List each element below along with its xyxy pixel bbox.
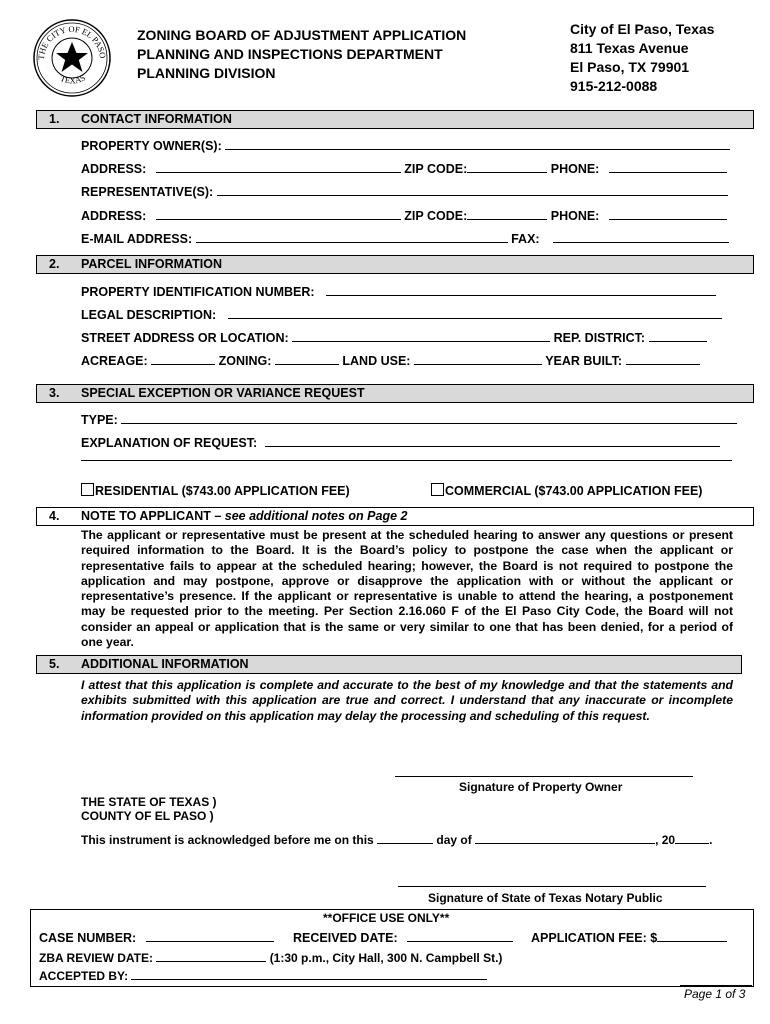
commercial-checkbox[interactable] — [431, 483, 444, 496]
acknowledgement-row — [81, 832, 712, 847]
explanation-row — [81, 435, 720, 450]
rep-district-field[interactable] — [649, 330, 707, 342]
owner-field[interactable] — [225, 138, 730, 150]
received-row — [293, 930, 513, 945]
year-built-label: YEAR BUILT: — [545, 354, 623, 368]
address-line: 915-212-0088 — [570, 78, 658, 94]
zba-row — [39, 950, 502, 965]
rep-address-field[interactable] — [156, 208, 401, 220]
ack-day-field[interactable] — [377, 832, 433, 844]
county-label: COUNTY OF EL PASO ) — [81, 809, 214, 823]
section-header-additional — [36, 655, 742, 674]
zip-label: ZIP CODE: — [404, 209, 468, 223]
address-line: El Paso, TX 79901 — [570, 59, 690, 75]
section-title: SPECIAL EXCEPTION OR VARIANCE REQUEST — [81, 386, 365, 400]
zoning-label: ZONING: — [218, 354, 272, 368]
legal-field[interactable] — [228, 307, 722, 319]
acreage-row — [81, 353, 700, 368]
ack-end: . — [709, 833, 713, 847]
owner-address-row — [81, 161, 727, 176]
address-line: City of El Paso, Texas — [570, 21, 715, 37]
city-address — [570, 20, 714, 96]
title-line: PLANNING DIVISION — [137, 65, 276, 81]
ack-month-field[interactable] — [475, 832, 655, 844]
section-title: CONTACT INFORMATION — [81, 112, 232, 126]
type-row — [81, 412, 737, 427]
zip-label: ZIP CODE: — [404, 162, 468, 176]
office-use-box — [30, 909, 754, 987]
section-header-note — [36, 507, 754, 526]
pin-row — [81, 284, 716, 299]
office-use-title: **OFFICE USE ONLY** — [323, 911, 450, 925]
application-fee-field[interactable] — [657, 930, 727, 942]
legal-label: LEGAL DESCRIPTION: — [81, 308, 217, 322]
owner-address-field[interactable] — [156, 161, 401, 173]
legal-row — [81, 307, 722, 322]
year-built-field[interactable] — [626, 353, 700, 365]
section-number: 2. — [49, 257, 60, 271]
section-header-contact — [36, 110, 754, 129]
fax-label: FAX: — [511, 232, 540, 246]
section-header-parcel — [36, 255, 754, 274]
email-row — [81, 231, 729, 246]
title-line: PLANNING AND INSPECTIONS DEPARTMENT — [137, 46, 443, 62]
address-label: ADDRESS: — [81, 209, 147, 223]
section-number: 3. — [49, 386, 60, 400]
owner-label: PROPERTY OWNER(S): — [81, 139, 222, 153]
zba-review-field[interactable] — [156, 950, 266, 962]
application-fee-label: APPLICATION FEE: $ — [531, 931, 658, 945]
section-number: 1. — [49, 112, 60, 126]
zba-review-label: ZBA REVIEW DATE: — [39, 951, 153, 965]
received-date-field[interactable] — [407, 930, 513, 942]
owner-signature-label: Signature of Property Owner — [459, 780, 623, 794]
form-title — [137, 26, 466, 83]
case-number-label: CASE NUMBER: — [39, 931, 137, 945]
owner-row — [81, 138, 730, 153]
type-label: TYPE: — [81, 413, 118, 427]
zoning-field[interactable] — [275, 353, 339, 365]
notary-signature-label: Signature of State of Texas Notary Public — [428, 891, 663, 905]
accepted-by-field[interactable] — [131, 968, 487, 980]
accepted-row — [39, 968, 487, 983]
rep-district-label: REP. DISTRICT: — [553, 331, 646, 345]
received-date-label: RECEIVED DATE: — [293, 931, 398, 945]
rep-row — [81, 184, 728, 199]
fee-type-row — [81, 483, 350, 498]
address-label: ADDRESS: — [81, 162, 147, 176]
notary-signature-line[interactable] — [398, 886, 706, 887]
phone-label: PHONE: — [550, 209, 600, 223]
explanation-field[interactable] — [265, 435, 720, 447]
ack-year-label: , 20 — [655, 833, 676, 847]
rep-zip-field[interactable] — [467, 208, 547, 220]
ack-year-field[interactable] — [675, 832, 709, 844]
zba-review-note: (1:30 p.m., City Hall, 300 N. Campbell St.) — [269, 951, 503, 965]
acreage-label: ACREAGE: — [81, 354, 148, 368]
section-title-note: see additional notes on Page 2 — [224, 509, 408, 523]
owner-phone-field[interactable] — [609, 161, 727, 173]
explanation-field-line2[interactable] — [81, 460, 732, 461]
rep-phone-field[interactable] — [609, 208, 727, 220]
svg-text:TEXAS — [59, 72, 87, 85]
note-body: The applicant or representative must be present at the scheduled hearing to answer any questions or present required information to the Board. It is the Board’s policy to postpone the case when the applicant or representative fails to appear at the scheduled hearing; however, the Board is not required to postpone the application and may postpone, approve or disapprove the application with or without the applicant or representative’s presence. If the applicant or representative is unable to attend the hearing, a postponement may be requested prior to the meeting. Per Section 2.16.060 F of the El Paso City Code, the Board will not consider an appeal or application that is the same or very similar to one that has been denied, for a period of one year. — [81, 528, 733, 650]
section-number: 4. — [49, 509, 60, 523]
ack-prefix: This instrument is acknowledged before me on this — [81, 833, 374, 847]
commercial-label: COMMERCIAL ($743.00 APPLICATION FEE) — [445, 484, 703, 498]
page-number: Page 1 of 3 — [684, 987, 746, 1001]
fee-row — [531, 930, 727, 945]
section-number: 5. — [49, 657, 60, 671]
address-line: 811 Texas Avenue — [570, 40, 689, 56]
attest-text: I attest that this application is complete and accurate to the best of my knowledge and that the statements and exhibits submitted with this application are true and correct. I understand that any inaccurate or incomplete information provided on this application may delay the processing and scheduling of this request. — [81, 678, 733, 723]
land-use-field[interactable] — [414, 353, 542, 365]
acreage-field[interactable] — [151, 353, 215, 365]
seal-text-bottom: TEXAS — [58, 72, 87, 86]
email-label: E-MAIL ADDRESS: — [81, 232, 193, 246]
title-line: ZONING BOARD OF ADJUSTMENT APPLICATION — [137, 27, 467, 43]
city-seal — [32, 18, 112, 98]
section-title: ADDITIONAL INFORMATION — [81, 657, 249, 671]
email-field[interactable] — [196, 231, 508, 243]
pin-label: PROPERTY IDENTIFICATION NUMBER: — [81, 285, 315, 299]
phone-label: PHONE: — [550, 162, 600, 176]
seal-text-top: THE CITY OF EL PASO — [35, 23, 109, 61]
residential-checkbox[interactable] — [81, 483, 94, 496]
explanation-label: EXPLANATION OF REQUEST: — [81, 436, 258, 450]
accepted-by-label: ACCEPTED BY: — [39, 969, 129, 983]
street-field[interactable] — [292, 330, 550, 342]
street-label: STREET ADDRESS OR LOCATION: — [81, 331, 289, 345]
owner-zip-field[interactable] — [467, 161, 547, 173]
rep-field[interactable] — [217, 184, 728, 196]
state-label: THE STATE OF TEXAS ) — [81, 795, 217, 809]
pin-field[interactable] — [326, 284, 716, 296]
case-number-field[interactable] — [146, 930, 274, 942]
residential-label: RESIDENTIAL ($743.00 APPLICATION FEE) — [95, 484, 350, 498]
rep-label: REPRESENTATIVE(S): — [81, 185, 214, 199]
type-field[interactable] — [121, 412, 737, 424]
ack-day-label: day of — [436, 833, 472, 847]
case-row — [39, 930, 274, 945]
rep-address-row — [81, 208, 727, 223]
owner-signature-line[interactable] — [395, 776, 693, 777]
section-title: NOTE TO APPLICANT – — [81, 509, 225, 523]
section-title: PARCEL INFORMATION — [81, 257, 222, 271]
street-row — [81, 330, 707, 345]
fax-field[interactable] — [553, 231, 729, 243]
fee-type-row-commercial — [431, 483, 702, 498]
section-header-request — [36, 384, 754, 403]
land-use-label: LAND USE: — [342, 354, 411, 368]
footer-rule — [680, 985, 752, 986]
